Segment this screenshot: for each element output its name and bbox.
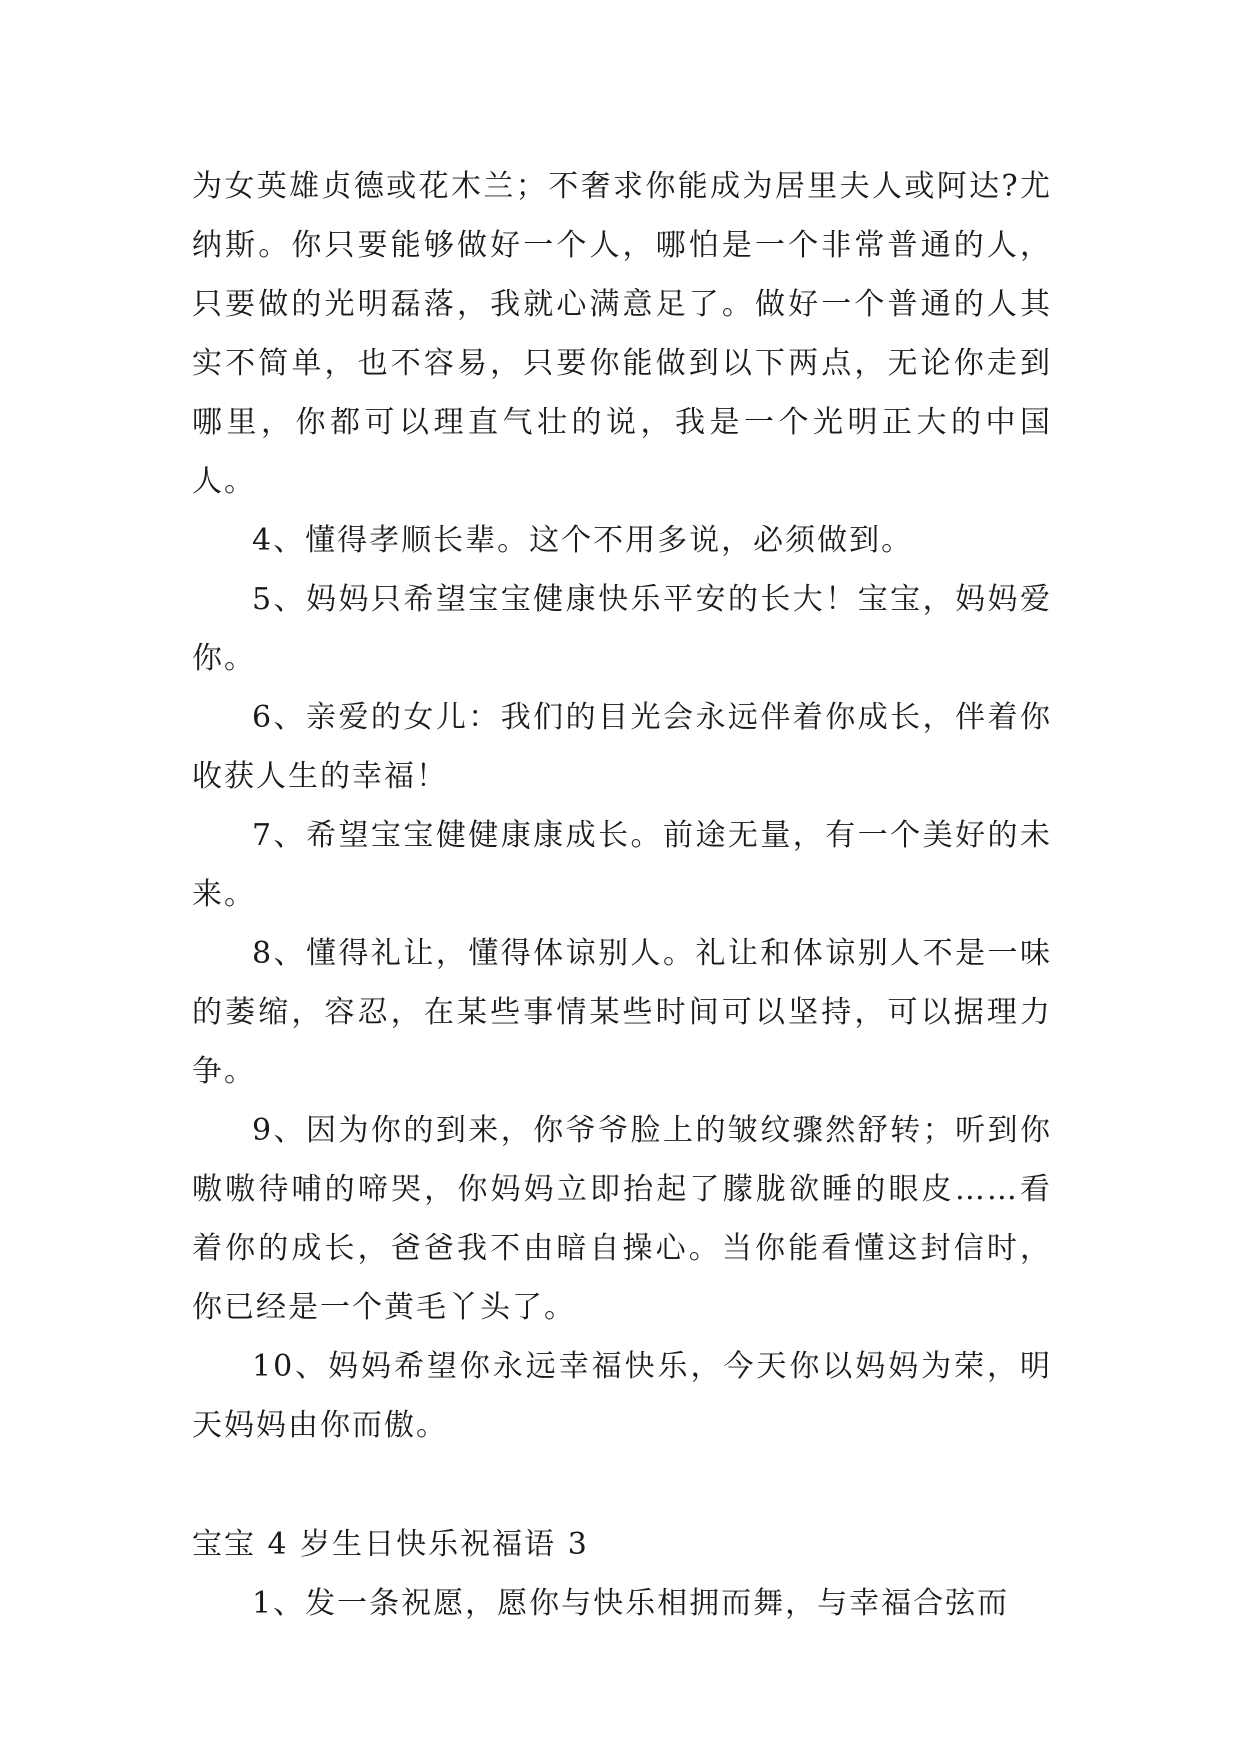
document-body xyxy=(192,157,1052,1633)
paragraph-item-6: 6、亲爱的女儿：我们的目光会永远伴着你成长，伴着你收获人生的幸福！ xyxy=(192,700,1052,794)
paragraph-item-5: 5、妈妈只希望宝宝健康快乐平安的长大！宝宝，妈妈爱你。 xyxy=(192,582,1052,676)
paragraph-item-8: 8、懂得礼让，懂得体谅别人。礼让和体谅别人不是一味的萎缩，容忍，在某些事情某些时间可以坚持，可以据理力争。 xyxy=(192,936,1052,1089)
section-heading: 宝宝 4 岁生日快乐祝福语 3 xyxy=(192,1527,589,1562)
paragraph-item-7: 7、希望宝宝健健康康成长。前途无量，有一个美好的未来。 xyxy=(192,818,1052,912)
section-spacer xyxy=(192,1455,1052,1515)
paragraph-item-9: 9、因为你的到来，你爷爷脸上的皱纹骤然舒转；听到你嗷嗷待哺的啼哭，你妈妈立即抬起了朦胧欲睡的眼皮……看着你的成长，爸爸我不由暗自操心。当你能看懂这封信时，你已经是一个黄毛丫头了。 xyxy=(192,1113,1052,1325)
paragraph-continuation: 为女英雄贞德或花木兰；不奢求你能成为居里夫人或阿达?尤纳斯。你只要能够做好一个人，哪怕是一个非常普通的人，只要做的光明磊落，我就心满意足了。做好一个普通的人其实不简单，也不容易，只要你能做到以下两点，无论你走到哪里，你都可以理直气壮的说，我是一个光明正大的中国人。 xyxy=(192,169,1052,499)
paragraph-item-4: 4、懂得孝顺长辈。这个不用多说，必须做到。 xyxy=(252,523,914,558)
paragraph-item-10: 10、妈妈希望你永远幸福快乐，今天你以妈妈为荣，明天妈妈由你而傲。 xyxy=(192,1349,1052,1443)
section-paragraph-item-1: 1、发一条祝愿，愿你与快乐相拥而舞，与幸福合弦而 xyxy=(252,1586,1010,1621)
